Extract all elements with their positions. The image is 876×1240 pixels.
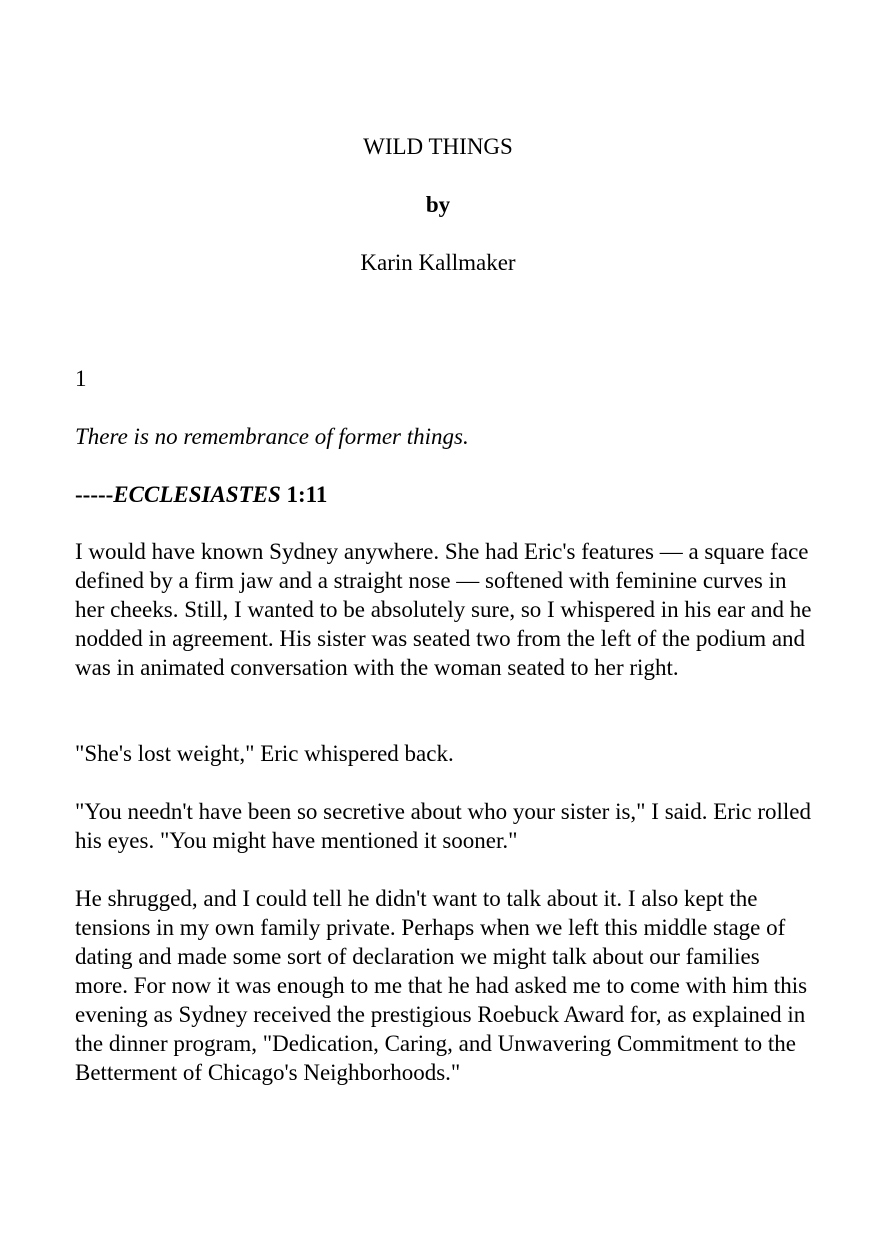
epigraph: There is no remembrance of former things. xyxy=(75,424,469,449)
attribution-verse: 1:11 xyxy=(280,482,328,507)
chapter-number: 1 xyxy=(75,366,87,391)
paragraph: "She's lost weight," Eric whispered back. xyxy=(75,741,454,766)
author-name: Karin Kallmaker xyxy=(360,250,516,275)
paragraph: He shrugged, and I could tell he didn't want to talk about it. I also kept the tensions in my own family private. Perhaps when we left this middle stage of dating and made some sort of declaration we might talk about our families more. For now it was enough to me that he had asked me to come with him this evening as Sydney received the prestigious Roebuck Award for, as explained in the dinner program, "Dedication, Caring, and Unwavering Commitment to the Betterment of Chicago's Neighborhoods." xyxy=(75,886,808,1085)
attribution-book: ECCLESIASTES xyxy=(113,482,281,507)
epigraph-attribution xyxy=(75,480,815,509)
byline: by xyxy=(425,192,451,217)
paragraph: I would have known Sydney anywhere. She had Eric's features — a square face defined by a firm jaw and a straight nose — softened with feminine curves in her cheeks. Still, I wanted to be absolutely sure, so I whispered in his ear and he nodded in agreement. His sister was seated two from the left of the podium and was in animated conversation with the woman seated to her right. xyxy=(75,539,812,680)
paragraph: "You needn't have been so secretive about who your sister is," I said. Eric rolled his eyes. "You might have mentioned it sooner." xyxy=(75,799,811,853)
attribution-dashes: ----- xyxy=(75,482,114,507)
book-title: WILD THINGS xyxy=(363,134,513,159)
